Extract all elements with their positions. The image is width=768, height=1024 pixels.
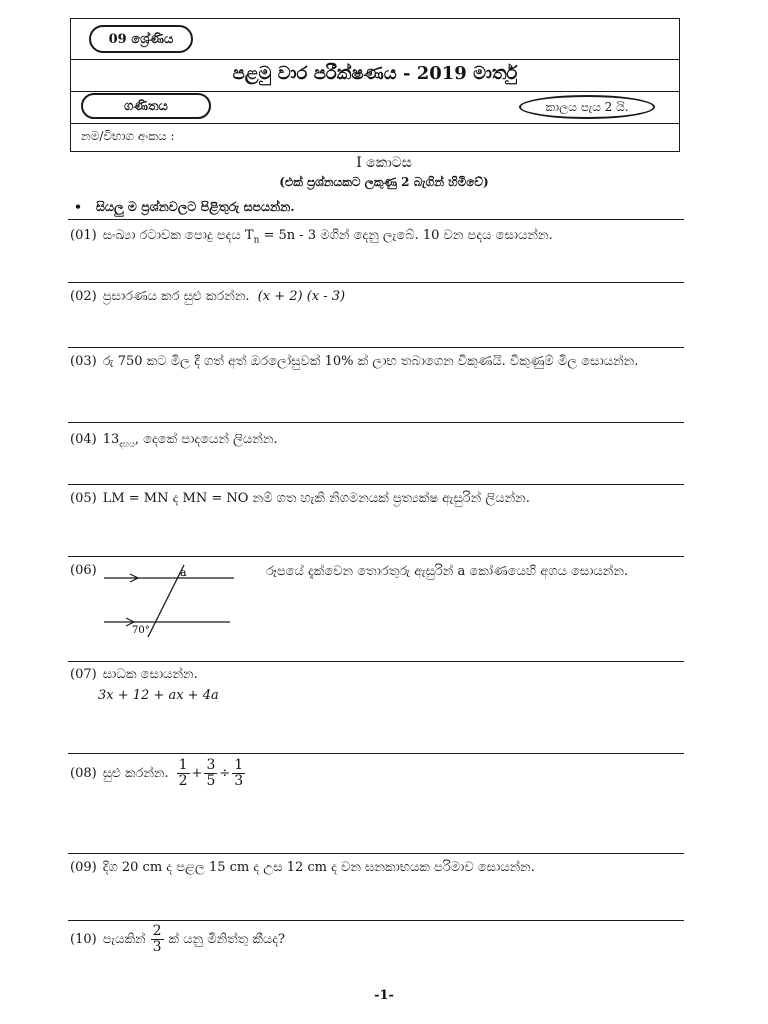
fraction-1 bbox=[177, 758, 190, 789]
question-10 bbox=[70, 924, 285, 955]
name-label: නම/විභාග අංකය : bbox=[81, 129, 175, 143]
operator: + bbox=[191, 766, 203, 781]
question-09 bbox=[70, 860, 535, 875]
subscript: n bbox=[253, 235, 260, 246]
factor-expression: 3x + 12 + ax + 4a bbox=[98, 688, 219, 703]
answer-line bbox=[68, 484, 684, 485]
question-text: පැයකින් bbox=[102, 932, 146, 947]
bullet-icon: • bbox=[74, 199, 82, 214]
section-title: I කොටස bbox=[356, 155, 412, 171]
answer-line bbox=[68, 422, 684, 423]
denominator: 2 bbox=[178, 773, 188, 789]
grade-label: 09 ශ්‍රේණිය bbox=[89, 25, 193, 53]
question-02 bbox=[70, 289, 345, 304]
rule-line bbox=[68, 219, 684, 220]
fraction-2 bbox=[204, 758, 217, 789]
numerator: 2 bbox=[152, 923, 162, 939]
question-03 bbox=[70, 354, 638, 369]
angle-a-label: a bbox=[180, 566, 187, 579]
answer-line bbox=[68, 920, 684, 921]
question-text: = 5n - 3 මගින් දෙනු ලැබේ. 10 වන පදය සොයන්න. bbox=[259, 228, 553, 243]
question-04 bbox=[70, 432, 278, 450]
header-divider-3 bbox=[71, 123, 679, 124]
question-text: LM = MN ද MN = NO නම් ගත හැකි නිගමනයක් ප්‍රත්‍යක්ෂ ඇසුරින් ලියන්න. bbox=[102, 491, 530, 506]
answer-line bbox=[68, 556, 684, 557]
denominator: 3 bbox=[152, 939, 162, 955]
question-06-number: (06) bbox=[70, 563, 97, 578]
question-text: 13 bbox=[102, 432, 120, 447]
answer-line bbox=[68, 347, 684, 348]
question-text: ප්‍රසාරණය කර සුළු කරන්න. bbox=[102, 289, 250, 304]
duration-label: කාලය පැය 2 යි. bbox=[519, 95, 655, 119]
transversal-line bbox=[148, 565, 184, 637]
parallel-lines-figure bbox=[100, 563, 240, 639]
question-number: (03) bbox=[70, 354, 97, 369]
page-number: -1- bbox=[374, 988, 394, 1003]
question-text: සාධක සොයන්න. bbox=[102, 667, 198, 682]
question-07 bbox=[70, 667, 198, 682]
question-number: (01) bbox=[70, 228, 97, 243]
subject-label: ගණිතය bbox=[81, 93, 211, 119]
fraction-3 bbox=[232, 758, 245, 789]
question-number: (07) bbox=[70, 667, 97, 682]
question-number: (09) bbox=[70, 860, 97, 875]
question-number: (10) bbox=[70, 932, 97, 947]
question-06: රූපයේ දැක්වෙන තොරතුරු ඇසුරින් a කෝණයෙහි අගය සොයන්න. bbox=[266, 564, 629, 579]
answer-line bbox=[68, 661, 684, 662]
denominator: 5 bbox=[206, 773, 216, 789]
question-text: , දෙකේ පාදයෙන් ලියන්න. bbox=[134, 432, 278, 447]
header-divider-1 bbox=[71, 59, 679, 60]
question-text: සංඛ්‍යා රටාවක පොදු පදය T bbox=[102, 228, 254, 243]
section-subtitle: (එක් ප්‍රශ්නයකට ලකුණු 2 බැගින් හිමිවේ) bbox=[279, 175, 489, 189]
exam-title: පළමු වාර පරීක්ෂණය - 2019 මාර්තු bbox=[232, 63, 518, 84]
numerator: 1 bbox=[178, 757, 188, 773]
question-text: සුළු කරන්න. bbox=[102, 766, 169, 781]
question-text: ක් යනු මිනිත්තු කීයද? bbox=[168, 932, 286, 947]
subscript: දහය bbox=[119, 439, 135, 449]
question-08 bbox=[70, 758, 247, 789]
question-01 bbox=[70, 228, 553, 246]
angle-70-label: 70° bbox=[132, 625, 150, 636]
answer-line bbox=[68, 853, 684, 854]
denominator: 3 bbox=[234, 773, 244, 789]
question-number: (05) bbox=[70, 491, 97, 506]
answer-line bbox=[68, 282, 684, 283]
question-number: (02) bbox=[70, 289, 97, 304]
expression: (x + 2) (x - 3) bbox=[257, 289, 346, 304]
operator: ÷ bbox=[219, 766, 231, 781]
fraction bbox=[151, 924, 164, 955]
instruction bbox=[74, 199, 295, 215]
instruction-text: සියලු ම ප්‍රශ්නවලට පිළිතුරු සපයන්න. bbox=[96, 199, 295, 214]
numerator: 3 bbox=[206, 757, 216, 773]
question-number: (08) bbox=[70, 766, 97, 781]
question-05 bbox=[70, 491, 530, 506]
header-box bbox=[70, 18, 680, 152]
question-text: රු 750 කට මිල දී ගත් අත් ඔරලෝසුවක් 10% ක් ලාභ තබාගෙන විකුණයි. විකුණුම් මිල සොයන්න. bbox=[102, 354, 639, 369]
answer-line bbox=[68, 753, 684, 754]
question-text: දිග 20 cm ද පළල 15 cm ද උස 12 cm ද වන ඝනකාභයක පරිමාව සොයන්න. bbox=[102, 860, 535, 875]
question-number: (04) bbox=[70, 432, 97, 447]
header-divider-2 bbox=[71, 91, 679, 92]
numerator: 1 bbox=[234, 757, 244, 773]
